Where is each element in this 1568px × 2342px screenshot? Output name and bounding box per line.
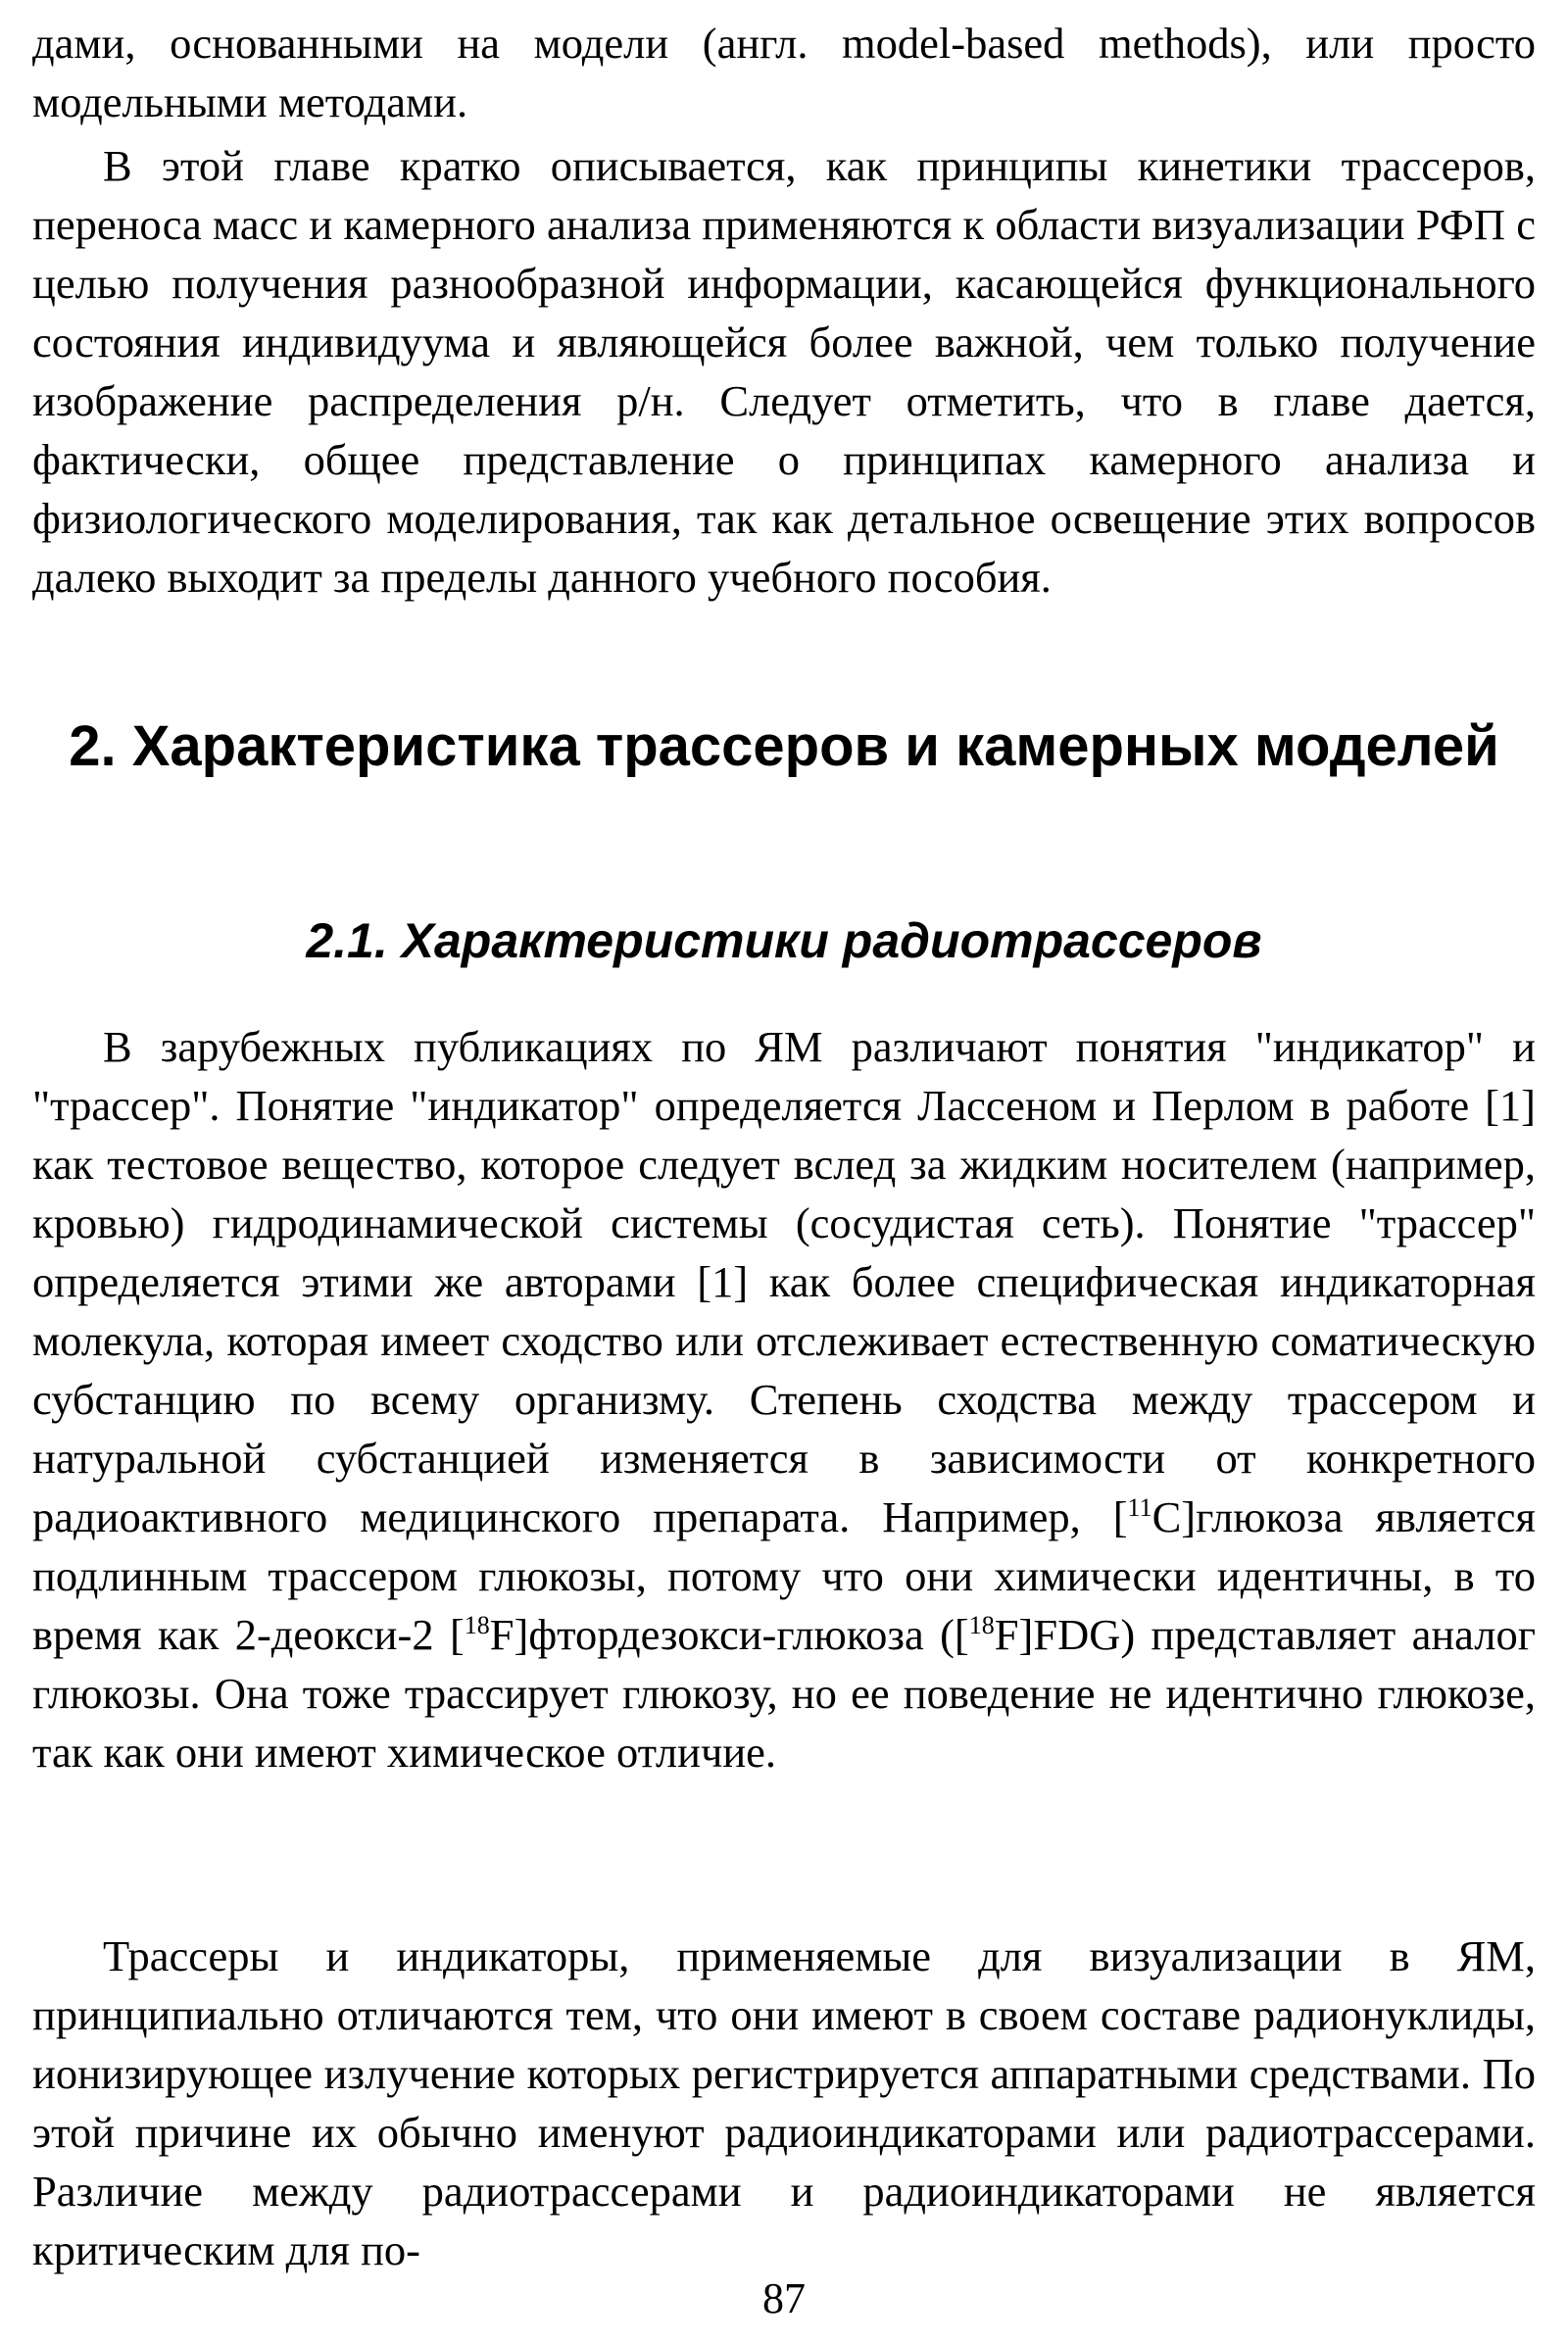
- paragraph-text: F]FDG) представляет аналог глюкозы. Она тоже трассирует глюкозу, но ее поведение не идентично глюкозе, так как они имеют химическое отличие.: [32, 1610, 1536, 1777]
- paragraph-radiotracers: Трассеры и индикаторы, применяемые для визуализации в ЯМ, принципиально отличаются тем, что они имеют в своем составе радионуклиды, ионизирующее излучение которых регистрируется аппаратными средствами. По этой причине их обычно именуют радиоиндикаторами или радиотрассерами. Различие между радиотрассерами и радиоиндикаторами не является критическим для по-: [32, 1931, 1536, 2274]
- paragraph-text: В зарубежных публикациях по ЯМ различают понятия "индикатор" и "трассер". Понятие "индикатор" определяется Лассеном и Перлом в работе [1] как тестовое вещество, которое следует вслед за жидким носителем (например, кровью) гидродинамической системы (сосудистая сеть). Понятие "трассер" определяется этими же авторами [1] как более специфическая индикаторная молекула, которая имеет сходство или отслеживает естественную соматическую субстанцию по всему организму. Степень сходства между трассером и натуральной субстанцией изменяется в зависимости от конкретного радиоактивного медицинского препарата. Например, [: [32, 1022, 1536, 1541]
- paragraph-tracers-definition: [32, 1017, 1536, 1781]
- isotope-mass-number: 18: [968, 1611, 995, 1640]
- subsection-heading: 2.1. Характеристики радиотрассеров: [306, 913, 1262, 968]
- paragraph-chapter-intro: В этой главе кратко описывается, как принципы кинетики трассеров, переноса масс и камерного анализа применяются к области визуализации РФП с целью получения разнообразной информации, касающейся функционального состояния индивидуума и являющейся более важной, чем только получение изображение распределения р/н. Следует отметить, что в главе дается, фактически, общее представление о принципах камерного анализа и физиологического моделирования, так как детальное освещение этих вопросов далеко выходит за пределы данного учебного пособия.: [32, 141, 1536, 602]
- isotope-mass-number: 11: [1127, 1493, 1152, 1523]
- paragraph-continuation: дами, основанными на модели (англ. model-based methods), или просто модельными методами.: [32, 19, 1536, 126]
- page-number: 87: [762, 2274, 806, 2322]
- paragraph-text: C]глюкоза является подлинным трассером глюкозы, потому что они химически идентичны, в то время как 2-деокси-2 [: [32, 1492, 1536, 1659]
- isotope-mass-number: 18: [464, 1611, 490, 1640]
- section-heading: 2. Характеристика трассеров и камерных моделей: [69, 714, 1499, 778]
- paragraph-text: F]фтордезокси-глюкоза ([: [489, 1610, 969, 1659]
